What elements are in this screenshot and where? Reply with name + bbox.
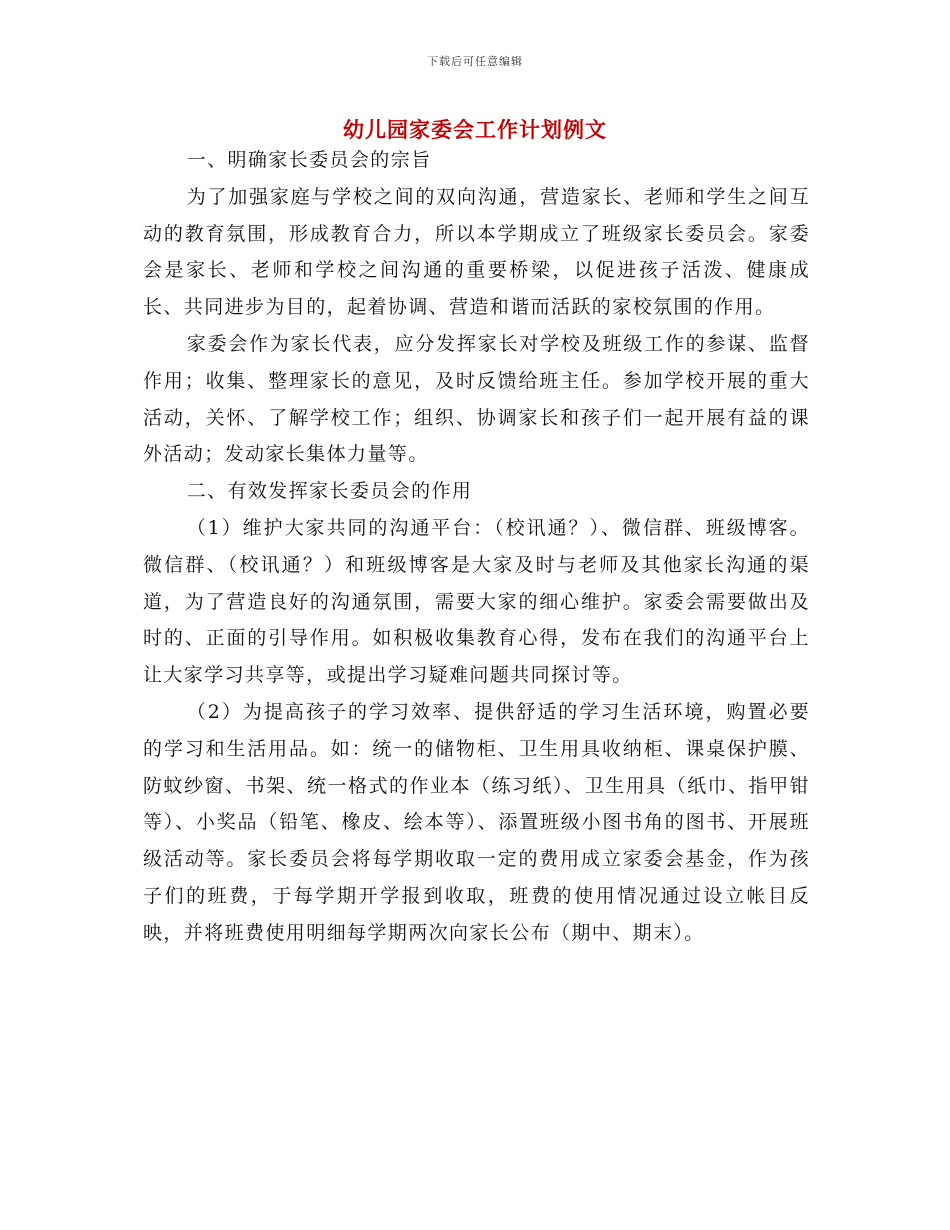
document-body [143, 142, 810, 952]
body-paragraph: （2）为提高孩子的学习效率、提供舒适的学习生活环境，购置必要的学习和生活用品。如：统一的储物柜、卫生用具收纳柜、课桌保护膜、防蚊纱窗、书架、统一格式的作业本（练习纸）、卫生用具（纸巾、指甲钳等）、小奖品（铅笔、橡皮、绘本等）、添置班级小图书角的图书、开展班级活动等。家长委员会将每学期收取一定的费用成立家委会基金，作为孩子们的班费，于每学期开学报到收取，班费的使用情况通过设立帐目反映，并将班费使用明细每学期两次向家长公布（期中、期末）。 [143, 700, 810, 944]
body-paragraph: 家委会作为家长代表，应分发挥家长对学校及班级工作的参谋、监督作用；收集、整理家长的意见，及时反馈给班主任。参加学校开展的重大活动，关怀、了解学校工作；组织、协调家长和孩子们一起开展有益的课外活动；发动家长集体力量等。 [143, 332, 810, 466]
body-paragraph: （1）维护大家共同的沟通平台：（校讯通？）、微信群、班级博客。微信群、（校讯通？）和班级博客是大家及时与老师及其他家长沟通的渠道，为了营造良好的沟通氛围，需要大家的细心维护。家委会需要做出及时的、正面的引导作用。如积极收集教育心得，发布在我们的沟通平台上让大家学习共享等，或提出学习疑难问题共同探讨等。 [143, 516, 810, 687]
page-header-note: 下载后可任意编辑 [427, 55, 523, 68]
document-title: 幼儿园家委会工作计划例文 [343, 117, 607, 142]
section-heading-2: 二、有效发挥家长委员会的作用 [186, 480, 473, 503]
section-heading-1: 一、明确家长委员会的宗旨 [186, 149, 432, 171]
body-paragraph: 为了加强家庭与学校之间的双向沟通，营造家长、老师和学生之间互动的教育氛围，形成教育合力，所以本学期成立了班级家长委员会。家委会是家长、老师和学校之间沟通的重要桥梁，以促进孩子活泼、健康成长、共同进步为目的，起着协调、营造和谐而活跃的家校氛围的作用。 [143, 185, 810, 319]
